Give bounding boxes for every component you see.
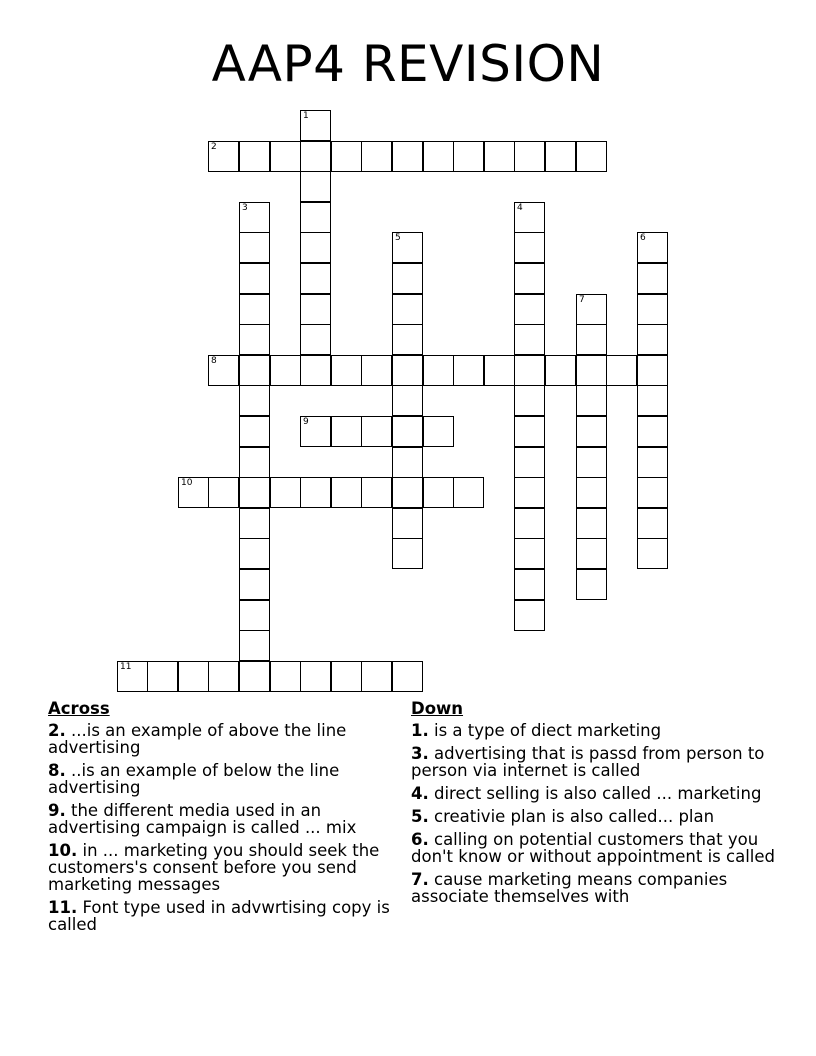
- grid-cell[interactable]: [637, 324, 668, 355]
- grid-cell[interactable]: [117, 661, 148, 692]
- clue-down-1: [411, 722, 776, 739]
- cell-number: 11: [120, 662, 132, 672]
- cell-number: 9: [303, 417, 309, 427]
- grid-cell[interactable]: [637, 508, 668, 539]
- clue-text: creativie plan is also called... plan: [434, 807, 715, 826]
- clue-across-2: [48, 722, 393, 756]
- cell-number: 4: [517, 203, 523, 213]
- grid-cell[interactable]: [514, 385, 545, 416]
- grid-cell[interactable]: [606, 355, 637, 386]
- grid-cell[interactable]: [392, 324, 423, 355]
- grid-cell[interactable]: [361, 355, 392, 386]
- grid-cell[interactable]: [423, 355, 454, 386]
- grid-cell[interactable]: [361, 416, 392, 447]
- grid-cell[interactable]: [270, 141, 301, 172]
- across-clues: [48, 700, 393, 939]
- clue-text: the different media used in an advertising campaign is called ... mix: [48, 801, 357, 837]
- grid-cell[interactable]: [637, 477, 668, 508]
- clue-number: 7.: [411, 870, 429, 889]
- grid-cell[interactable]: [331, 661, 362, 692]
- clue-text: calling on potential customers that you don't know or without appointment is called: [411, 830, 775, 866]
- grid-cell[interactable]: [423, 141, 454, 172]
- grid-cell[interactable]: [392, 294, 423, 325]
- grid-cell[interactable]: [576, 538, 607, 569]
- grid-cell[interactable]: [300, 477, 331, 508]
- grid-cell[interactable]: [576, 385, 607, 416]
- grid-cell[interactable]: [576, 569, 607, 600]
- clue-across-10: [48, 842, 393, 893]
- grid-cell[interactable]: [208, 141, 239, 172]
- clue-down-4: [411, 785, 776, 802]
- grid-cell[interactable]: [147, 661, 178, 692]
- grid-cell[interactable]: [331, 355, 362, 386]
- grid-cell[interactable]: [178, 661, 209, 692]
- grid-cell[interactable]: [178, 477, 209, 508]
- grid-cell[interactable]: [239, 569, 270, 600]
- cell-number: 5: [395, 233, 401, 243]
- grid-cell[interactable]: [392, 477, 423, 508]
- grid-cell[interactable]: [576, 141, 607, 172]
- cell-number: 10: [181, 478, 193, 488]
- grid-cell[interactable]: [453, 141, 484, 172]
- grid-cell[interactable]: [545, 355, 576, 386]
- grid-cell[interactable]: [392, 263, 423, 294]
- grid-cell[interactable]: [300, 324, 331, 355]
- grid-cell[interactable]: [239, 141, 270, 172]
- grid-cell[interactable]: [514, 232, 545, 263]
- clue-text: advertising that is passd from person to person via internet is called: [411, 744, 765, 780]
- grid-cell[interactable]: [331, 477, 362, 508]
- grid-cell[interactable]: [514, 263, 545, 294]
- clue-number: 2.: [48, 721, 66, 740]
- down-clues: [411, 700, 776, 911]
- grid-cell[interactable]: [514, 355, 545, 386]
- grid-cell[interactable]: [239, 324, 270, 355]
- clue-across-9: [48, 802, 393, 836]
- grid-cell[interactable]: [392, 355, 423, 386]
- cell-number: 8: [211, 356, 217, 366]
- clue-text: in ... marketing you should seek the customers's consent before you send marketing messages: [48, 841, 380, 894]
- grid-cell[interactable]: [270, 477, 301, 508]
- cell-number: 1: [303, 111, 309, 121]
- grid-cell[interactable]: [239, 447, 270, 478]
- clue-number: 5.: [411, 807, 429, 826]
- grid-cell[interactable]: [239, 661, 270, 692]
- grid-cell[interactable]: [331, 416, 362, 447]
- grid-cell[interactable]: [514, 569, 545, 600]
- grid-cell[interactable]: [392, 141, 423, 172]
- grid-cell[interactable]: [300, 294, 331, 325]
- page-title: AAP4 REVISION: [211, 35, 605, 93]
- grid-cell[interactable]: [423, 416, 454, 447]
- clue-number: 9.: [48, 801, 66, 820]
- grid-cell[interactable]: [514, 324, 545, 355]
- grid-cell[interactable]: [270, 355, 301, 386]
- clue-text: direct selling is also called ... marketing: [434, 784, 762, 803]
- clue-text: is a type of diect marketing: [434, 721, 662, 740]
- grid-cell[interactable]: [453, 355, 484, 386]
- grid-cell[interactable]: [576, 355, 607, 386]
- grid-cell[interactable]: [239, 538, 270, 569]
- grid-cell[interactable]: [331, 141, 362, 172]
- grid-cell[interactable]: [361, 661, 392, 692]
- grid-cell[interactable]: [392, 661, 423, 692]
- grid-cell[interactable]: [392, 447, 423, 478]
- grid-cell[interactable]: [514, 477, 545, 508]
- grid-cell[interactable]: [637, 538, 668, 569]
- grid-cell[interactable]: [484, 355, 515, 386]
- grid-cell[interactable]: [392, 508, 423, 539]
- grid-cell[interactable]: [239, 477, 270, 508]
- grid-cell[interactable]: [453, 477, 484, 508]
- grid-cell[interactable]: [239, 294, 270, 325]
- grid-cell[interactable]: [239, 355, 270, 386]
- grid-cell[interactable]: [208, 355, 239, 386]
- grid-cell[interactable]: [392, 416, 423, 447]
- grid-cell[interactable]: [300, 661, 331, 692]
- grid-cell[interactable]: [637, 294, 668, 325]
- grid-cell[interactable]: [239, 202, 270, 233]
- clue-text: ..is an example of below the line advertising: [48, 761, 340, 797]
- down-heading: Down: [411, 699, 464, 718]
- grid-cell[interactable]: [392, 385, 423, 416]
- grid-cell[interactable]: [300, 141, 331, 172]
- grid-cell[interactable]: [208, 477, 239, 508]
- grid-cell[interactable]: [423, 477, 454, 508]
- clue-down-6: [411, 831, 776, 865]
- clue-number: 3.: [411, 744, 429, 763]
- grid-cell[interactable]: [576, 416, 607, 447]
- clue-text: Font type used in advwrtising copy is called: [48, 898, 390, 934]
- clue-down-7: [411, 871, 776, 905]
- cell-number: 3: [242, 203, 248, 213]
- grid-cell[interactable]: [239, 630, 270, 661]
- grid-cell[interactable]: [576, 477, 607, 508]
- grid-cell[interactable]: [361, 477, 392, 508]
- across-heading: Across: [48, 699, 110, 718]
- clue-number: 8.: [48, 761, 66, 780]
- clue-text: ...is an example of above the line advertising: [48, 721, 347, 757]
- cell-number: 6: [640, 233, 646, 243]
- grid-cell[interactable]: [514, 508, 545, 539]
- grid-cell[interactable]: [239, 416, 270, 447]
- grid-cell[interactable]: [270, 661, 301, 692]
- clue-number: 10.: [48, 841, 78, 860]
- clue-across-8: [48, 762, 393, 796]
- grid-cell[interactable]: [637, 385, 668, 416]
- grid-cell[interactable]: [392, 538, 423, 569]
- grid-cell[interactable]: [637, 355, 668, 386]
- grid-cell[interactable]: [637, 416, 668, 447]
- clue-number: 1.: [411, 721, 429, 740]
- clue-number: 11.: [48, 898, 78, 917]
- grid-cell[interactable]: [239, 385, 270, 416]
- clue-across-11: [48, 899, 393, 933]
- grid-cell[interactable]: [484, 141, 515, 172]
- grid-cell[interactable]: [300, 355, 331, 386]
- grid-cell[interactable]: [514, 600, 545, 631]
- clue-number: 4.: [411, 784, 429, 803]
- grid-cell[interactable]: [239, 232, 270, 263]
- clue-down-5: [411, 808, 776, 825]
- grid-cell[interactable]: [514, 538, 545, 569]
- grid-cell[interactable]: [208, 661, 239, 692]
- grid-cell[interactable]: [300, 171, 331, 202]
- grid-cell[interactable]: [637, 232, 668, 263]
- grid-cell[interactable]: [576, 294, 607, 325]
- grid-cell[interactable]: [300, 110, 331, 141]
- grid-cell[interactable]: [239, 600, 270, 631]
- grid-cell[interactable]: [300, 263, 331, 294]
- cell-number: 7: [579, 295, 585, 305]
- grid-cell[interactable]: [361, 141, 392, 172]
- grid-cell[interactable]: [300, 202, 331, 233]
- grid-cell[interactable]: [514, 202, 545, 233]
- grid-cell[interactable]: [239, 508, 270, 539]
- grid-cell[interactable]: [239, 263, 270, 294]
- grid-cell[interactable]: [637, 447, 668, 478]
- clue-text: cause marketing means companies associate themselves with: [411, 870, 728, 906]
- grid-cell[interactable]: [545, 141, 576, 172]
- grid-cell[interactable]: [300, 416, 331, 447]
- grid-cell[interactable]: [576, 447, 607, 478]
- grid-cell[interactable]: [637, 263, 668, 294]
- grid-cell[interactable]: [514, 141, 545, 172]
- clue-down-3: [411, 745, 776, 779]
- cell-number: 2: [211, 142, 217, 152]
- grid-cell[interactable]: [514, 416, 545, 447]
- grid-cell[interactable]: [514, 294, 545, 325]
- clue-number: 6.: [411, 830, 429, 849]
- grid-cell[interactable]: [514, 447, 545, 478]
- grid-cell[interactable]: [300, 232, 331, 263]
- grid-cell[interactable]: [576, 324, 607, 355]
- grid-cell[interactable]: [392, 232, 423, 263]
- grid-cell[interactable]: [576, 508, 607, 539]
